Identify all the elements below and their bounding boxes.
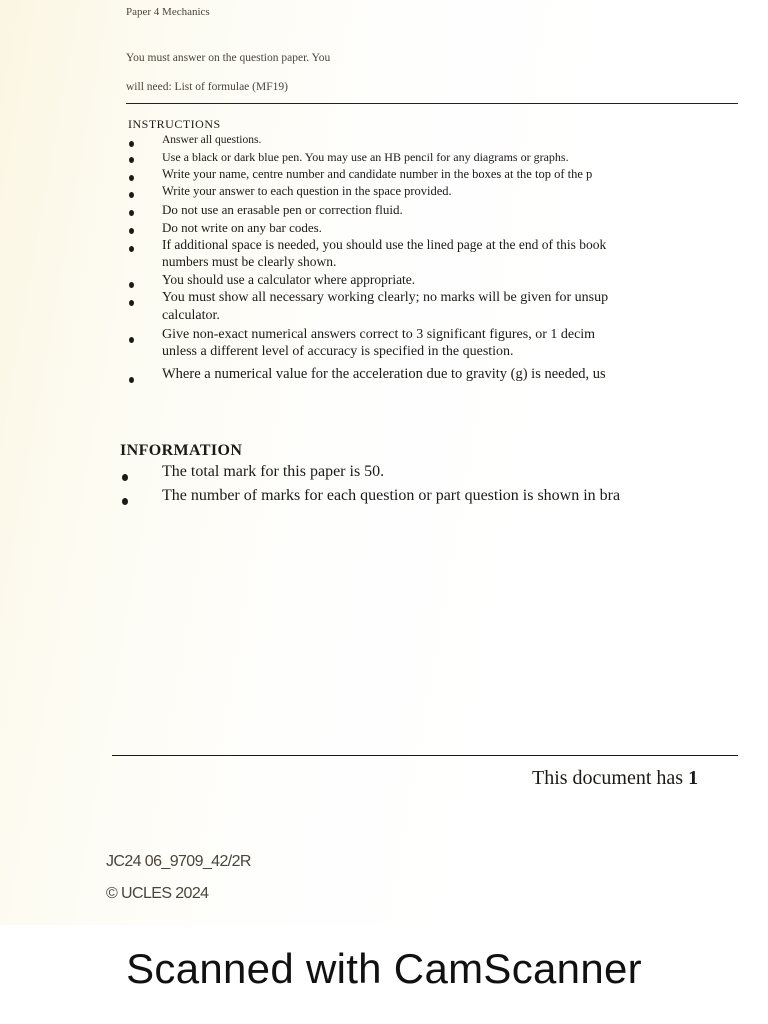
answer-instruction-line: You must answer on the question paper. You (126, 52, 331, 64)
instruction-item: If additional space is needed, you should use the lined page at the end of this book (162, 237, 607, 252)
page-count-number: 1 (688, 767, 699, 789)
bullet-icon (129, 192, 134, 198)
bullet-icon (129, 210, 134, 216)
footer-rule (112, 755, 738, 756)
instruction-item: Where a numerical value for the acceleration due to gravity (g) is needed, us (162, 366, 606, 382)
bullet-icon (129, 282, 134, 288)
information-heading: INFORMATION (120, 442, 243, 459)
bullet-icon (122, 474, 128, 481)
instruction-item: Answer all questions. (162, 134, 262, 146)
bullet-icon (129, 157, 134, 163)
bullet-icon (129, 377, 134, 383)
instruction-item: You must show all necessary working clearly; no marks will be given for unsup (162, 290, 609, 305)
instruction-item: Write your name, centre number and candidate number in the boxes at the top of the p (162, 167, 593, 181)
bullet-icon (122, 498, 128, 505)
page-edge (738, 0, 768, 925)
instruction-item: Use a black or dark blue pen. You may use an HB pencil for any diagrams or graphs. (162, 150, 569, 164)
materials-line: will need: List of formulae (MF19) (126, 81, 288, 93)
instructions-heading: INSTRUCTIONS (128, 117, 221, 131)
page-count-notice (532, 767, 698, 790)
bullet-icon (129, 300, 134, 306)
instruction-item: Do not write on any bar codes. (162, 220, 322, 235)
scanner-watermark: Scanned with CamScanner (126, 945, 642, 992)
bullet-icon (129, 246, 134, 252)
instruction-item: Give non-exact numerical answers correct to 3 significant figures, or 1 decim (162, 327, 596, 342)
instruction-item-continuation: unless a different level of accuracy is specified in the question. (162, 344, 514, 359)
bullet-icon (129, 141, 134, 147)
information-item: The total mark for this paper is 50. (162, 463, 385, 480)
page-count-prefix: This document has (532, 767, 689, 789)
instruction-item: You should use a calculator where appropriate. (162, 272, 416, 287)
bullet-icon (129, 175, 134, 181)
document-code: JC24 06_9709_42/2R (106, 853, 251, 870)
instruction-item-continuation: calculator. (162, 308, 220, 323)
copyright-notice: © UCLES 2024 (106, 885, 209, 902)
header-rule (126, 103, 738, 104)
bullet-icon (129, 228, 134, 234)
instruction-item-continuation: numbers must be clearly shown. (162, 254, 337, 269)
instruction-item: Do not use an erasable pen or correction fluid. (162, 202, 403, 217)
instruction-item: Write your answer to each question in the space provided. (162, 184, 452, 198)
bullet-icon (129, 337, 134, 343)
paper-title: Paper 4 Mechanics (126, 6, 210, 18)
information-item: The number of marks for each question or part question is shown in bra (162, 487, 621, 504)
